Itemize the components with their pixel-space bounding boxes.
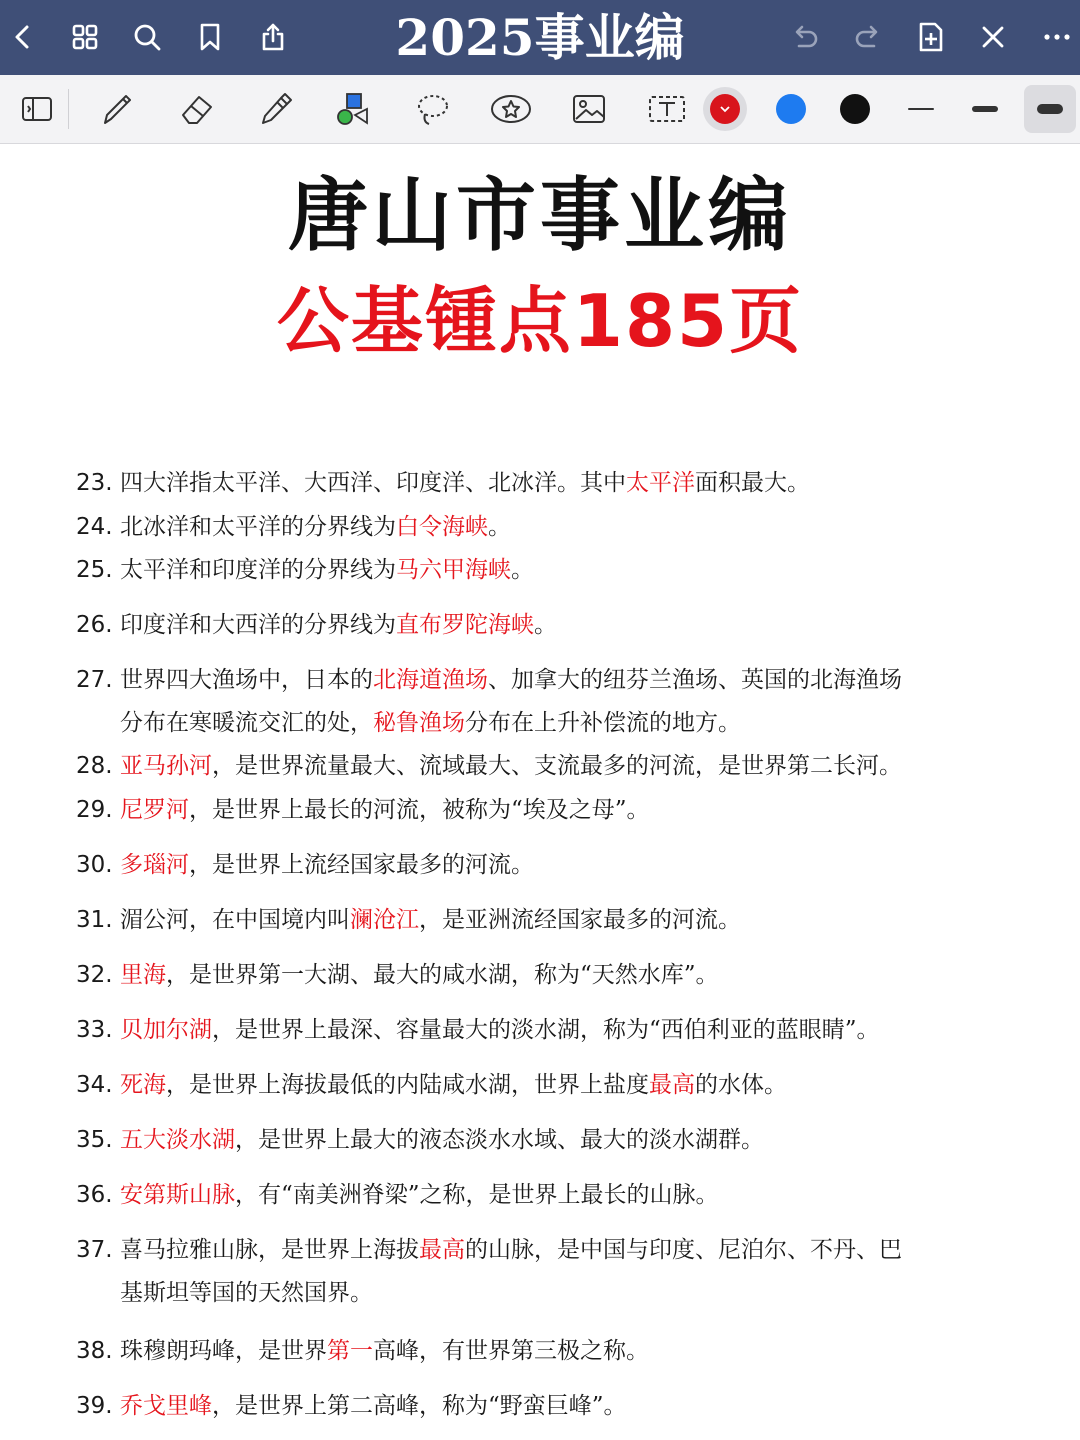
redo-icon[interactable] xyxy=(845,14,891,60)
item-number: 39. xyxy=(76,1393,113,1419)
pen-icon[interactable] xyxy=(92,85,142,133)
item-text: 。 xyxy=(511,557,534,583)
grid-icon[interactable] xyxy=(62,14,108,60)
highlighted-term: 秘鲁渔场 xyxy=(373,710,465,736)
document-page[interactable] xyxy=(0,144,1080,1440)
item-line xyxy=(76,549,996,592)
share-icon[interactable] xyxy=(250,14,296,60)
shapes-icon[interactable] xyxy=(328,85,378,133)
item-number: 37. xyxy=(76,1237,113,1263)
highlighted-term: 白令海峡 xyxy=(396,514,488,540)
highlighted-term: 太平洋 xyxy=(626,470,695,496)
title-bar xyxy=(0,0,1080,75)
highlighted-term: 亚马孙河 xyxy=(120,753,212,779)
list-item xyxy=(76,506,996,549)
item-line xyxy=(76,954,996,997)
highlighted-term: 最高 xyxy=(649,1072,695,1098)
item-number: 24. xyxy=(76,514,113,540)
document-subtitle: 公基锺点185页 xyxy=(276,279,804,363)
item-text: 高峰，有世界第三极之称。 xyxy=(373,1338,649,1364)
list-item xyxy=(76,899,996,942)
item-text: 、加拿大的纽芬兰渔场、英国的北海渔场 xyxy=(488,667,902,693)
color-red-selected[interactable] xyxy=(700,85,750,133)
highlighted-term: 贝加尔湖 xyxy=(120,1017,212,1043)
item-text: ，有“南美洲脊梁”之称，是世界上最长的山脉。 xyxy=(235,1182,719,1208)
item-text: 珠穆朗玛峰，是世界 xyxy=(120,1338,327,1364)
list-item xyxy=(76,1330,996,1373)
item-line xyxy=(76,702,741,745)
item-line xyxy=(76,1174,996,1217)
list-item xyxy=(76,1174,996,1217)
item-number: 34. xyxy=(76,1072,113,1098)
item-number: 35. xyxy=(76,1127,113,1153)
item-text: ，是世界上最大的液态淡水水域、最大的淡水湖群。 xyxy=(235,1127,764,1153)
list-item xyxy=(76,549,996,592)
highlighted-term: 死海 xyxy=(120,1072,166,1098)
item-text: 四大洋指太平洋、大西洋、印度洋、北冰洋。其中 xyxy=(120,470,626,496)
highlighted-term: 五大淡水湖 xyxy=(120,1127,235,1153)
list-item xyxy=(76,659,996,745)
list-item xyxy=(76,844,996,887)
item-line xyxy=(76,462,996,505)
item-text: 印度洋和大西洋的分界线为 xyxy=(120,612,396,638)
stroke-thick-selected[interactable] xyxy=(1024,85,1076,133)
item-text: 基斯坦等国的天然国界。 xyxy=(120,1280,373,1306)
item-line xyxy=(76,899,996,942)
highlighted-term: 最高 xyxy=(419,1237,465,1263)
item-text: 分布在寒暖流交汇的处， xyxy=(120,710,373,736)
app-title: 2025事业编 xyxy=(395,8,685,67)
item-number: 32. xyxy=(76,962,113,988)
highlighted-term: 马六甲海峡 xyxy=(396,557,511,583)
item-text: 世界四大渔场中，日本的 xyxy=(120,667,373,693)
lasso-icon[interactable] xyxy=(408,85,458,133)
item-line xyxy=(76,659,996,702)
item-line xyxy=(76,844,996,887)
item-number: 25. xyxy=(76,557,113,583)
color-blue[interactable] xyxy=(766,85,816,133)
item-text: ，是世界上最长的河流，被称为“埃及之母”。 xyxy=(189,797,650,823)
item-number: 23. xyxy=(76,470,113,496)
item-number: 31. xyxy=(76,907,113,933)
item-line xyxy=(76,1330,996,1373)
item-text: 分布在上升补偿流的地方。 xyxy=(465,710,741,736)
item-text: ，是世界第一大湖、最大的咸水湖，称为“天然水库”。 xyxy=(166,962,719,988)
item-line xyxy=(76,604,996,647)
item-text: ，是亚洲流经国家最多的河流。 xyxy=(419,907,741,933)
list-item xyxy=(76,1119,996,1162)
item-line xyxy=(76,1385,996,1428)
close-icon[interactable] xyxy=(970,14,1016,60)
drawing-toolbar xyxy=(0,75,1080,144)
item-text: ，是世界上海拔最低的内陆咸水湖，世界上盐度 xyxy=(166,1072,649,1098)
more-icon[interactable] xyxy=(1034,14,1080,60)
list-item xyxy=(76,789,996,832)
back-icon[interactable] xyxy=(0,14,46,60)
item-text: ，是世界上最深、容量最大的淡水湖，称为“西伯利亚的蓝眼睛”。 xyxy=(212,1017,880,1043)
toolbar-divider xyxy=(68,89,69,129)
list-item xyxy=(76,1009,996,1052)
item-line xyxy=(76,506,996,549)
item-number: 33. xyxy=(76,1017,113,1043)
add-page-icon[interactable] xyxy=(908,14,954,60)
undo-icon[interactable] xyxy=(782,14,828,60)
highlighted-term: 第一 xyxy=(327,1338,373,1364)
item-text: ，是世界上流经国家最多的河流。 xyxy=(189,852,534,878)
item-text: 喜马拉雅山脉，是世界上海拔 xyxy=(120,1237,419,1263)
item-line xyxy=(76,789,996,832)
item-text: 面积最大。 xyxy=(695,470,810,496)
chevron-down-icon xyxy=(719,104,731,114)
bookmark-icon[interactable] xyxy=(187,14,233,60)
item-line xyxy=(76,1229,996,1272)
item-text: 北冰洋和太平洋的分界线为 xyxy=(120,514,396,540)
item-number: 36. xyxy=(76,1182,113,1208)
highlighted-term: 北海道渔场 xyxy=(373,667,488,693)
item-text: ，是世界流量最大、流域最大、支流最多的河流，是世界第二长河。 xyxy=(212,753,902,779)
image-icon[interactable] xyxy=(564,85,614,133)
item-number: 29. xyxy=(76,797,113,823)
item-text: 的水体。 xyxy=(695,1072,787,1098)
list-item xyxy=(76,1385,996,1428)
highlighter-icon[interactable] xyxy=(250,85,300,133)
item-text: 。 xyxy=(488,514,511,540)
item-line xyxy=(76,745,996,788)
highlighted-term: 澜沧江 xyxy=(350,907,419,933)
document-title: 唐山市事业编 xyxy=(288,169,792,262)
highlighted-term: 多瑙河 xyxy=(120,852,189,878)
item-number: 27. xyxy=(76,667,113,693)
sticker-icon[interactable] xyxy=(486,85,536,133)
item-text: 湄公河，在中国境内叫 xyxy=(120,907,350,933)
item-line xyxy=(76,1272,373,1315)
search-icon[interactable] xyxy=(124,14,170,60)
text-box-icon[interactable] xyxy=(642,85,692,133)
item-number: 26. xyxy=(76,612,113,638)
list-item xyxy=(76,462,996,505)
item-line xyxy=(76,1009,996,1052)
item-text: 太平洋和印度洋的分界线为 xyxy=(120,557,396,583)
highlighted-term: 直布罗陀海峡 xyxy=(396,612,534,638)
highlighted-term: 里海 xyxy=(120,962,166,988)
stroke-thin[interactable] xyxy=(896,85,946,133)
page-view-icon[interactable] xyxy=(12,85,62,133)
item-number: 38. xyxy=(76,1338,113,1364)
list-item xyxy=(76,1229,996,1315)
item-number: 30. xyxy=(76,852,113,878)
item-line xyxy=(76,1064,996,1107)
stroke-medium[interactable] xyxy=(960,85,1010,133)
highlighted-term: 安第斯山脉 xyxy=(120,1182,235,1208)
list-item xyxy=(76,604,996,647)
item-text: ，是世界上第二高峰，称为“野蛮巨峰”。 xyxy=(212,1393,627,1419)
highlighted-term: 尼罗河 xyxy=(120,797,189,823)
item-text: 。 xyxy=(534,612,557,638)
item-text: 的山脉，是中国与印度、尼泊尔、不丹、巴 xyxy=(465,1237,902,1263)
list-item xyxy=(76,954,996,997)
item-number: 28. xyxy=(76,753,113,779)
item-line xyxy=(76,1119,996,1162)
eraser-icon[interactable] xyxy=(172,85,222,133)
list-item xyxy=(76,745,996,788)
list-item xyxy=(76,1064,996,1107)
color-black[interactable] xyxy=(830,85,880,133)
highlighted-term: 乔戈里峰 xyxy=(120,1393,212,1419)
